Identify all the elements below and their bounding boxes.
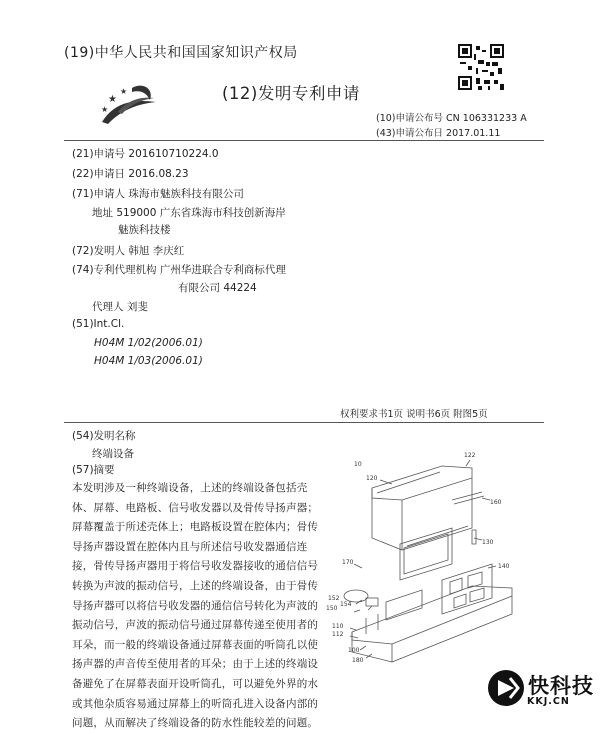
label-130: 130 <box>482 539 494 546</box>
title-label: (54)发明名称 <box>72 430 136 442</box>
kkj-logo-icon <box>486 668 526 708</box>
patent-agency-line-2: 有限公司 44224 <box>178 282 257 294</box>
abstract-text: 本发明涉及一种终端设备，上述的终端设备包括壳体、屏幕、电路板、信号收发器以及骨传导扬声器；屏幕覆盖于所述壳体上；电路板设置在腔体内；骨传导扬声器设置在腔体内且与所述信号收发器通信连接，骨传导扬声器用于将信号收发器接收的通信信号转换为声波的振动信号，上述的终端设备，由于骨传导扬声器可以将信号收发器的通信信号转化为声波的振动信号，声波的振动信号通过屏幕传递至使用者的耳朵，而一般的终端设备通过屏幕表面的听筒孔以使扬声器的声音传至使用者的耳朵；由于上述的终端设备避免了在屏幕表面开设听筒孔，可以避免外界的水或其他杂质容易通过屏幕上的听筒孔进入设备内部的问题，从而解决了终端设备的防水性能较差的问题。 <box>72 482 319 730</box>
agent: 代理人 刘斐 <box>92 301 148 313</box>
patent-agency: (74)专利代理机构 广州华进联合专利商标代理 <box>72 264 286 276</box>
invention-title: 终端设备 <box>92 448 134 460</box>
label-152: 152 <box>328 595 340 602</box>
label-180: 180 <box>352 657 364 664</box>
publication-date: (43)申请公布日 2017.01.11 <box>376 128 501 139</box>
svg-text:★: ★ <box>108 94 117 105</box>
label-fig: 10 <box>354 461 362 468</box>
counts-rule <box>64 422 544 423</box>
header-rule <box>64 140 544 141</box>
label-150: 150 <box>326 605 338 612</box>
label-122: 122 <box>464 452 476 459</box>
page-counts: 权利要求书1页 说明书6页 附图5页 <box>340 409 488 420</box>
label-112: 112 <box>332 631 344 638</box>
qr-code <box>458 44 504 90</box>
label-140: 140 <box>498 563 510 570</box>
applicant: (71)申请人 珠海市魅族科技有限公司 <box>72 188 244 200</box>
label-110: 110 <box>332 623 344 630</box>
inventors: (72)发明人 韩旭 李庆红 <box>72 245 185 257</box>
document-type: (12)发明专利申请 <box>222 84 360 103</box>
svg-text:★: ★ <box>120 87 128 96</box>
filing-date: (22)申请日 2016.08.23 <box>72 168 189 180</box>
watermark-cn: 快科技 <box>528 674 594 698</box>
label-170: 170 <box>342 559 354 566</box>
publication-number: (10)申请公布号 CN 106331233 A <box>376 113 527 124</box>
int-cl-label: (51)Int.Cl. <box>72 318 125 330</box>
watermark-en: KKJ.CN <box>527 696 570 707</box>
cnipa-logo <box>98 78 160 126</box>
application-number: (21)申请号 201610710224.0 <box>72 148 219 160</box>
abstract-label: (57)摘要 <box>72 464 115 476</box>
address-line-1: 地址 519000 广东省珠海市科技创新海岸 <box>92 207 286 219</box>
ipc-code-1: H04M 1/02(2006.01) <box>94 337 203 349</box>
patent-figure <box>322 448 532 678</box>
label-120: 120 <box>366 475 378 482</box>
svg-text:★: ★ <box>101 105 109 114</box>
ipc-code-2: H04M 1/03(2006.01) <box>94 355 203 367</box>
address-line-2: 魅族科技楼 <box>118 224 171 236</box>
label-154: 154 <box>340 601 352 608</box>
office-name: (19)中华人民共和国国家知识产权局 <box>64 45 298 61</box>
label-100: 100 <box>348 647 360 654</box>
label-160: 160 <box>490 499 502 506</box>
